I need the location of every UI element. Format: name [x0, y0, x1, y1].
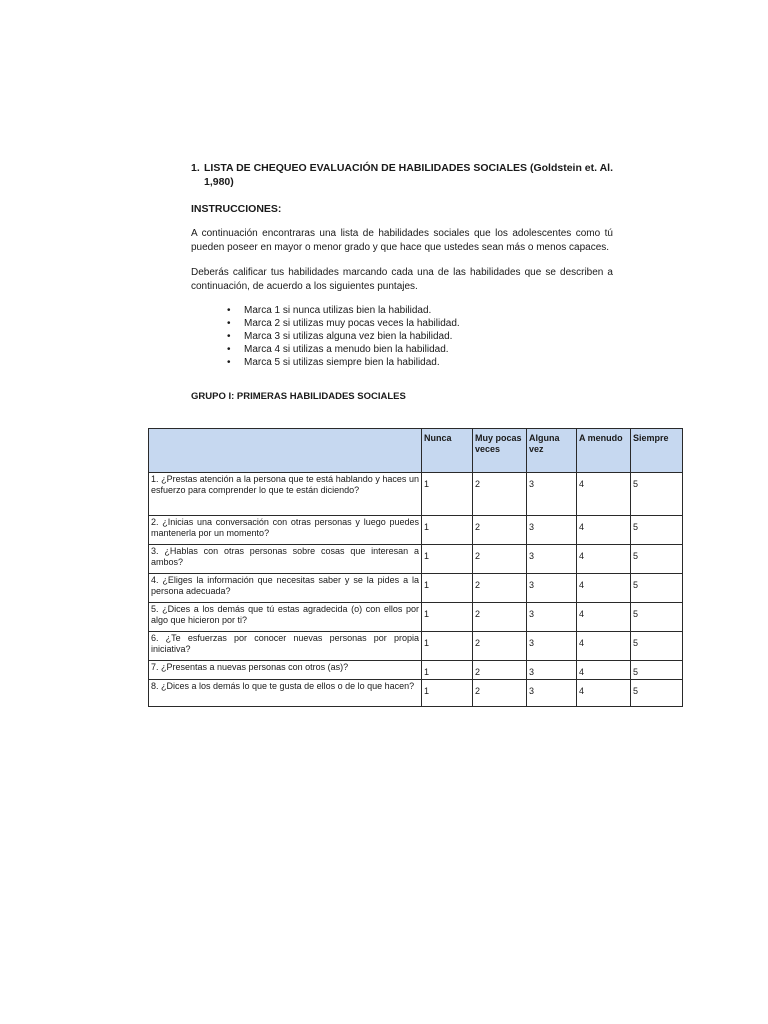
question-cell: 5. ¿Dices a los demás que tú estas agradecida (o) con ellos por algo que hicieron por ti?	[149, 603, 422, 632]
score-cell[interactable]: 5	[631, 680, 683, 707]
question-cell: 3. ¿Hablas con otras personas sobre cosas que interesan a ambos?	[149, 545, 422, 574]
score-cell[interactable]: 2	[473, 516, 527, 545]
table-row	[149, 545, 683, 574]
score-cell[interactable]: 5	[631, 473, 683, 516]
score-cell[interactable]: 5	[631, 574, 683, 603]
score-cell[interactable]: 4	[577, 473, 631, 516]
score-cell[interactable]: 1	[422, 680, 473, 707]
table-row	[149, 473, 683, 516]
score-list-item: • Marca 1 si nunca utilizas bien la habilidad.	[227, 305, 432, 316]
group-title: GRUPO I: PRIMERAS HABILIDADES SOCIALES	[191, 391, 406, 402]
header-cell-muy-pocas-veces: Muy pocas veces	[473, 429, 527, 473]
header-cell-question	[149, 429, 422, 473]
score-cell[interactable]: 1	[422, 516, 473, 545]
table-body	[149, 473, 683, 707]
bullet-icon: •	[227, 331, 231, 342]
score-cell[interactable]: 2	[473, 473, 527, 516]
score-cell[interactable]: 5	[631, 632, 683, 661]
score-cell[interactable]: 3	[527, 473, 577, 516]
score-cell[interactable]: 4	[577, 661, 631, 680]
table-row	[149, 603, 683, 632]
table-row	[149, 661, 683, 680]
title-text: LISTA DE CHEQUEO EVALUACIÓN DE HABILIDADES SOCIALES (Goldstein et. Al. 1,980)	[204, 162, 613, 188]
bullet-icon: •	[227, 305, 231, 316]
table-header	[149, 429, 683, 473]
score-cell[interactable]: 3	[527, 680, 577, 707]
score-list-item: • Marca 5 si utilizas siempre bien la habilidad.	[227, 357, 440, 368]
score-cell[interactable]: 3	[527, 661, 577, 680]
score-cell[interactable]: 5	[631, 661, 683, 680]
instructions-heading: INSTRUCCIONES:	[191, 203, 282, 215]
question-cell: 7. ¿Presentas a nuevas personas con otros (as)?	[149, 661, 422, 680]
title-number: 1.	[191, 162, 200, 174]
question-cell: 1. ¿Prestas atención a la persona que te está hablando y haces un esfuerzo para comprender lo que te están diciendo?	[149, 473, 422, 516]
header-cell-alguna-vez: Alguna vez	[527, 429, 577, 473]
score-cell[interactable]: 4	[577, 603, 631, 632]
bullet-icon: •	[227, 344, 231, 355]
score-cell[interactable]: 5	[631, 603, 683, 632]
header-cell-siempre: Siempre	[631, 429, 683, 473]
header-cell-nunca: Nunca	[422, 429, 473, 473]
score-cell[interactable]: 4	[577, 680, 631, 707]
score-cell[interactable]: 4	[577, 516, 631, 545]
score-cell[interactable]: 5	[631, 545, 683, 574]
document-page	[191, 161, 613, 403]
score-cell[interactable]: 2	[473, 574, 527, 603]
score-cell[interactable]: 2	[473, 632, 527, 661]
score-cell[interactable]: 1	[422, 473, 473, 516]
score-cell[interactable]: 2	[473, 661, 527, 680]
document-title	[191, 161, 613, 189]
score-cell[interactable]: 4	[577, 545, 631, 574]
bullet-icon: •	[227, 318, 231, 329]
score-cell[interactable]: 1	[422, 661, 473, 680]
score-cell[interactable]: 1	[422, 632, 473, 661]
table-row	[149, 516, 683, 545]
table-row	[149, 574, 683, 603]
score-cell[interactable]: 2	[473, 680, 527, 707]
score-cell[interactable]: 2	[473, 545, 527, 574]
score-list-item: • Marca 2 si utilizas muy pocas veces la habilidad.	[227, 318, 460, 329]
question-cell: 4. ¿Eliges la información que necesitas saber y se la pides a la persona adecuada?	[149, 574, 422, 603]
score-cell[interactable]: 2	[473, 603, 527, 632]
score-cell[interactable]: 3	[527, 574, 577, 603]
bullet-icon: •	[227, 357, 231, 368]
table-row	[149, 680, 683, 707]
table-row	[149, 632, 683, 661]
header-cell-a-menudo: A menudo	[577, 429, 631, 473]
score-cell[interactable]: 4	[577, 632, 631, 661]
question-cell: 2. ¿Inicias una conversación con otras personas y luego puedes mantenerla por un momento?	[149, 516, 422, 545]
score-cell[interactable]: 3	[527, 545, 577, 574]
score-list-item: • Marca 3 si utilizas alguna vez bien la habilidad.	[227, 331, 453, 342]
score-list-item: • Marca 4 si utilizas a menudo bien la habilidad.	[227, 344, 449, 355]
score-list	[191, 304, 613, 369]
question-cell: 6. ¿Te esfuerzas por conocer nuevas personas por propia iniciativa?	[149, 632, 422, 661]
score-cell[interactable]: 3	[527, 632, 577, 661]
score-cell[interactable]: 3	[527, 603, 577, 632]
score-cell[interactable]: 1	[422, 574, 473, 603]
score-cell[interactable]: 3	[527, 516, 577, 545]
score-cell[interactable]: 1	[422, 603, 473, 632]
skills-table	[148, 428, 683, 707]
score-cell[interactable]: 1	[422, 545, 473, 574]
score-cell[interactable]: 4	[577, 574, 631, 603]
score-cell[interactable]: 5	[631, 516, 683, 545]
instructions-paragraph-2: Deberás calificar tus habilidades marcando cada una de las habilidades que se describen a continuación, de acuerdo a los siguientes puntajes.	[191, 267, 613, 292]
question-cell: 8. ¿Dices a los demás lo que te gusta de ellos o de lo que hacen?	[149, 680, 422, 707]
instructions-paragraph-1: A continuación encontraras una lista de habilidades sociales que los adolescentes como tú pueden poseer en mayor o menor grado y que hace que ustedes sean más o menos capaces.	[191, 228, 613, 253]
